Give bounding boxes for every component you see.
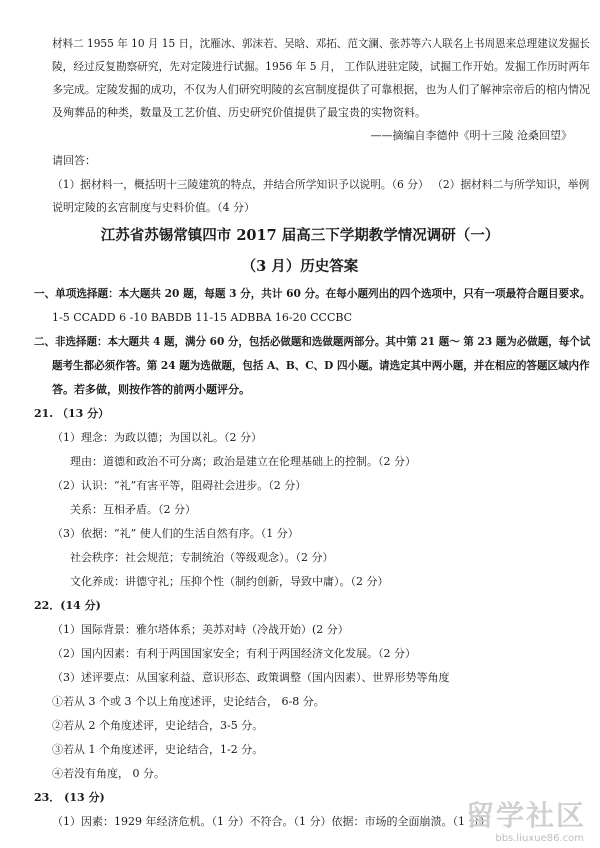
q21-heading: 21. （13 分） bbox=[34, 407, 110, 420]
section1-heading: 一、单项选择题：本大题共 20 题，每题 3 分，共计 60 分。在每小题列出的四个选项中，只有一项最符合题目要求。 bbox=[34, 287, 591, 300]
q22-heading: 22．(14 分) bbox=[34, 599, 101, 612]
q21-line: （3）依据：“礼” 使人们的生活自然有序。（1 分） bbox=[52, 527, 299, 540]
q21-line: 文化养成：讲德守礼；压抑个性（制约创新，导致中庸）。（2 分） bbox=[70, 575, 389, 588]
watermark-logo: 留学社区 bbox=[465, 799, 586, 832]
answer-title-line-1: 江苏省苏锡常镇四市 2017 届高三下学期教学情况调研（一） bbox=[100, 227, 500, 244]
q21-line: （1）理念：为政以德；为国以礼。（2 分） bbox=[52, 431, 262, 444]
material2-line-3: 多完成。定陵发掘的成功，不仅为人们研究明陵的玄宫制度提供了可靠根据，也为人们了解神宗帝后的棺内情况 bbox=[52, 83, 590, 96]
q22-line: （3）述评要点：从国家利益、意识形态、政策调整（国内因素）、世界形势等角度 bbox=[52, 671, 450, 684]
q21-line: 社会秩序：社会规范；专制统治（等级观念）。（2 分） bbox=[70, 551, 334, 564]
q22-line: （1）国际背景：雅尔塔体系；美苏对峙（冷战开始）(2 分） bbox=[52, 623, 349, 636]
material2-line-2: 陵，经过反复勘察研究，先对定陵进行试掘。1956 年 5 月， 工作队进驻定陵，试掘工作开始。发掘工作历时两年 bbox=[52, 60, 590, 73]
section2-line-3: 答。若多做，则按作答的前两小题评分。 bbox=[52, 383, 250, 396]
watermark-url: bbs.liuxue86.com bbox=[495, 833, 584, 844]
q23-line: （1）因素：1929 年经济危机。（1 分）不符合。（1 分）依据：市场的全面崩溃。（1 分） bbox=[52, 815, 491, 828]
please-answer: 请回答： bbox=[52, 154, 96, 167]
multiple-choice-answers: 1-5 CCADD 6 -10 BABDB 11-15 ADBBA 16-20 CCCBC bbox=[52, 311, 353, 324]
q23-heading: 23． (13 分) bbox=[34, 791, 105, 804]
answer-title-line-2: （3 月）历史答案 bbox=[241, 258, 359, 275]
section2-line-1: 二、非选择题：本大题共 4 题，满分 60 分，包括必做题和选做题两部分。其中第 21 题～ 第 23 题为必做题，每个试 bbox=[34, 335, 591, 348]
q22-line: ②若从 2 个角度述评，史论结合，3-5 分。 bbox=[52, 719, 264, 732]
question-line-2: 说明定陵的玄宫制度与史料价值。（4 分） bbox=[52, 201, 255, 214]
q22-line: ③若从 1 个角度述评，史论结合，1-2 分。 bbox=[52, 743, 264, 756]
question-line-1: （1）据材料一，概括明十三陵建筑的特点，并结合所学知识予以说明。（6 分） （2）据材料二与所学知识，举例 bbox=[52, 178, 590, 191]
q21-line: （2）认识：“礼”有害平等，阻碍社会进步。（2 分） bbox=[52, 479, 307, 492]
material2-line-1: 材料二 1955 年 10 月 15 日，沈雁冰、郭沫若、吴晗、邓拓、范文澜、张苏等六人联名上书周恩来总理建议发掘长 bbox=[52, 37, 590, 50]
q21-line: 理由：道德和政治不可分离；政治是建立在伦理基础上的控制。（2 分） bbox=[70, 455, 416, 468]
material2-line-4: 及殉葬品的种类，数量及工艺价值、历史研究价值提供了最宝贵的实物资料。 bbox=[52, 106, 426, 119]
q22-line: ①若从 3 个或 3 个以上角度述评，史论结合， 6-8 分。 bbox=[52, 695, 325, 708]
q22-line: ④若没有角度， 0 分。 bbox=[52, 767, 165, 780]
q22-line: （2）国内因素：有利于两国国家安全；有利于两国经济文化发展。（2 分） bbox=[52, 647, 416, 660]
source-citation: ——摘编自李德仲《明十三陵 沧桑回望》 bbox=[370, 129, 572, 142]
q21-line: 关系：互相矛盾。（2 分） bbox=[70, 503, 196, 516]
section2-line-2: 题考生都必须作答。第 24 题为选做题，包括 A、B、C、D 四小题。请选定其中两小题，并在相应的答题区域内作 bbox=[52, 359, 590, 372]
